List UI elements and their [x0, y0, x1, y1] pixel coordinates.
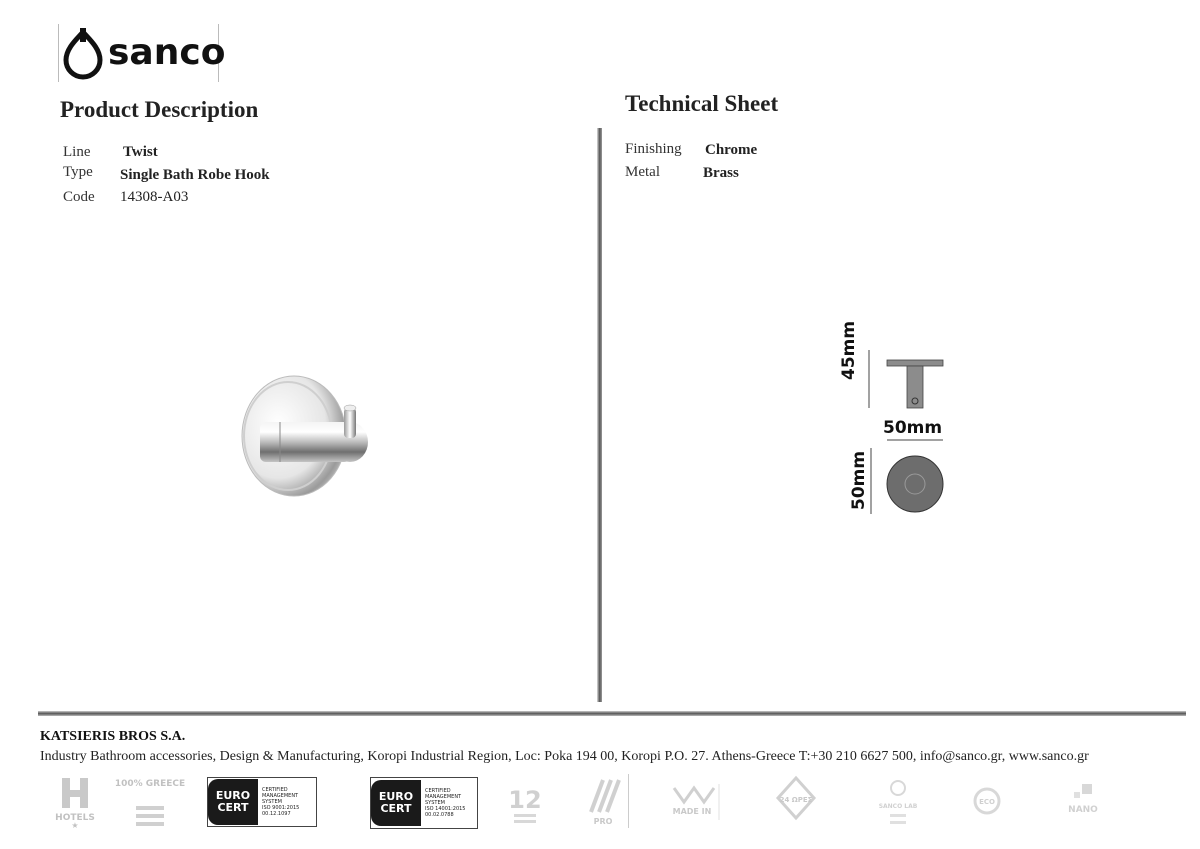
eurocert-14001-icon: EURO CERT — [371, 780, 421, 826]
product-description-heading: Product Description — [60, 97, 259, 122]
metal-value: Brass — [703, 165, 739, 181]
side-view-shaft — [907, 366, 923, 408]
nano-icon — [1060, 782, 1106, 824]
eurocert-9001-icon: EURO CERT — [208, 779, 258, 825]
svg-text:★: ★ — [71, 821, 79, 830]
brand-name: sanco — [108, 32, 226, 73]
made-in-greece-icon — [668, 784, 720, 820]
svg-text:PRO: PRO — [593, 817, 613, 826]
logo-rule-left — [58, 24, 59, 82]
greece-flag-icon — [114, 776, 186, 828]
svg-text:HOTELS: HOTELS — [55, 813, 95, 823]
eurocert-9001-badge: EURO CERT CERTIFIED MANAGEMENT SYSTEM ISO 9001:2015 00.12.1097 — [207, 777, 317, 827]
footer-rule — [38, 711, 1186, 716]
width-dimension-label: 50mm — [883, 418, 943, 438]
badge-separator — [628, 774, 629, 828]
finishing-value: Chrome — [705, 142, 758, 158]
water-drop-icon — [62, 28, 104, 78]
line-label: Line — [63, 144, 91, 160]
height-dimension-label: 50mm — [849, 450, 869, 510]
fast-delivery-icon — [776, 776, 816, 826]
svg-text:12: 12 — [508, 786, 542, 814]
metal-label: Metal — [625, 164, 660, 180]
12-years-icon — [508, 782, 542, 828]
svg-text:NANO: NANO — [1068, 805, 1098, 815]
side-view-plate — [887, 360, 943, 366]
robe-hook-product-image — [236, 372, 376, 502]
svg-text:100% GREECE: 100% GREECE — [114, 779, 186, 789]
sanco-lab-icon — [878, 778, 918, 830]
code-label: Code — [63, 189, 95, 205]
pro-icon — [583, 776, 623, 826]
eurocert-14001-badge: EURO CERT CERTIFIED MANAGEMENT SYSTEM ISO 14001:2015 00.02.0788 — [370, 777, 478, 829]
vertical-divider — [597, 128, 602, 702]
company-details: Industry Bathroom accessories, Design & Manufacturing, Koropi Industrial Region, Loc: Poka 194 00, Koropi P.O. 27. Athens-Greece T:+30 210 6627 500, info@sanco.gr, www.sanco.gr — [40, 749, 1089, 764]
finishing-label: Finishing — [625, 141, 682, 157]
technical-sheet-heading: Technical Sheet — [625, 91, 779, 116]
line-value: Twist — [123, 144, 158, 160]
company-name: KATSIERIS BROS S.A. — [40, 729, 186, 744]
front-view-plate — [887, 456, 943, 512]
type-value: Single Bath Robe Hook — [120, 167, 270, 183]
svg-text:ECO: ECO — [979, 798, 995, 806]
type-label: Type — [63, 164, 93, 180]
svg-text:SANCO LAB: SANCO LAB — [878, 803, 918, 810]
depth-dimension-label: 45mm — [839, 320, 859, 380]
svg-text:MADE IN: MADE IN — [672, 807, 712, 816]
eco-icon — [972, 786, 1002, 820]
hotels-icon — [52, 776, 98, 828]
code-value: 14308-A03 — [120, 189, 189, 205]
svg-text:24 ΩΡΕΣ: 24 ΩΡΕΣ — [779, 796, 813, 804]
sanco-logo — [58, 24, 226, 82]
